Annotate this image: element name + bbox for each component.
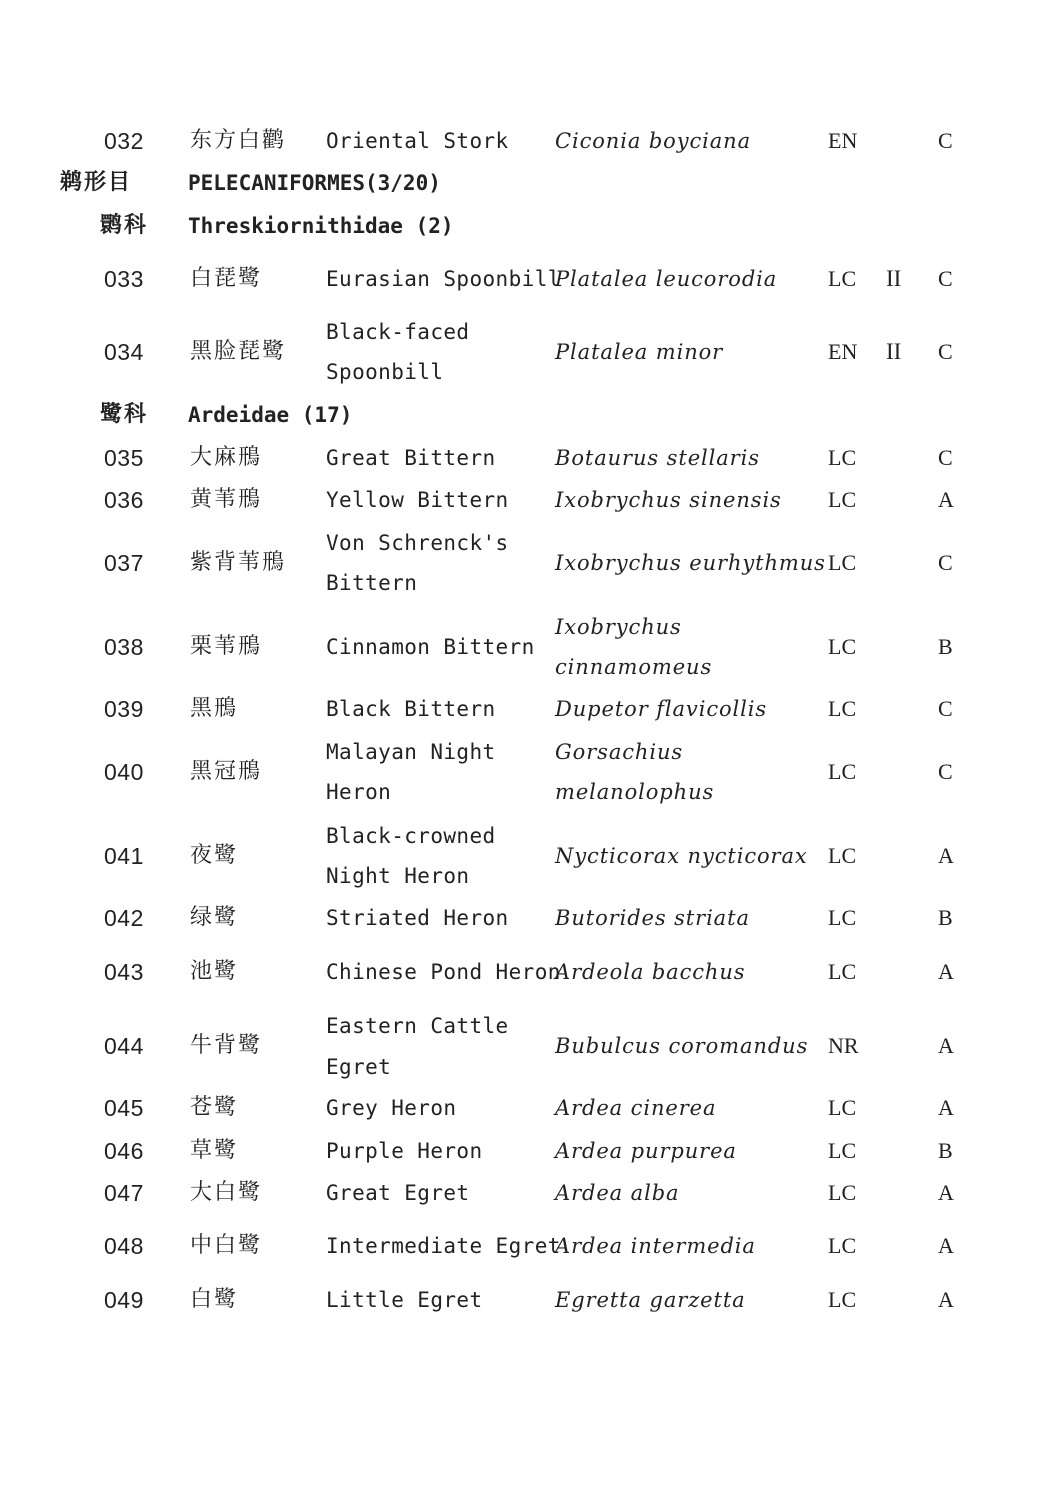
english-name-line-2: Egret [326,1055,392,1079]
chinese-name: 绿鹭 [190,905,239,930]
english-name: Eurasian Spoonbill [326,267,561,291]
chinese-name: 黑鳽 [190,696,239,721]
iucn-status: LC [828,1287,857,1312]
scientific-name: Nycticorax nycticorax [555,844,808,868]
chinese-name: 黄苇鳽 [190,487,263,512]
abundance-class: A [938,487,954,512]
scientific-name: Botaurus stellaris [555,446,760,470]
iucn-status: LC [828,1138,857,1163]
english-name-line-2: Night Heron [326,864,470,888]
species-number: 033 [104,266,144,292]
chinese-name: 牛背鹭 [190,1033,263,1058]
abundance-class: C [938,266,953,291]
scientific-name: Ardea alba [555,1181,680,1205]
abundance-class: A [938,959,954,984]
chinese-name: 黑冠鳽 [190,759,263,784]
species-number: 044 [104,1033,144,1059]
chinese-name: 池鹭 [190,959,239,984]
iucn-status: NR [828,1033,859,1058]
scientific-name: Dupetor flavicollis [555,697,768,721]
english-name-line-2: Bittern [326,571,418,595]
iucn-status: LC [828,487,857,512]
abundance-class: C [938,696,953,721]
scientific-name: Ciconia boyciana [555,129,752,153]
species-number: 039 [104,696,144,722]
abundance-class: B [938,1138,953,1163]
protection-level: II [886,339,902,364]
protection-level: II [886,266,902,291]
scientific-name: Platalea minor [555,340,724,364]
species-number: 032 [104,128,144,154]
iucn-status: LC [828,959,857,984]
iucn-status: LC [828,843,857,868]
species-number: 034 [104,339,144,365]
scientific-name: Ardeola bacchus [555,960,746,984]
abundance-class: C [938,445,953,470]
iucn-status: LC [828,1180,857,1205]
abundance-class: A [938,1033,954,1058]
family-latin-name: Threskiornithidae (2) [188,214,454,238]
abundance-class: C [938,339,953,364]
abundance-class: A [938,1180,954,1205]
english-name-line-2: Spoonbill [326,360,444,384]
english-name-line-1: Black-faced [326,320,470,344]
chinese-name: 大麻鳽 [190,445,263,470]
chinese-name: 白鹭 [190,1287,239,1312]
species-number: 035 [104,445,144,471]
chinese-name: 紫背苇鳽 [190,550,287,575]
english-name: Purple Heron [326,1139,483,1163]
order-chinese-name: 鹈形目 [60,170,133,195]
species-number: 048 [104,1233,144,1259]
chinese-name: 白琵鹭 [190,266,263,291]
english-name: Grey Heron [326,1096,457,1120]
iucn-status: LC [828,759,857,784]
iucn-status: LC [828,1233,857,1258]
english-name: Little Egret [326,1288,483,1312]
abundance-class: C [938,759,953,784]
iucn-status: LC [828,696,857,721]
scientific-name-line-2: melanolophus [555,780,715,804]
scientific-name-line-2: cinnamomeus [555,655,713,679]
english-name-line-1: Von Schrenck's [326,531,509,555]
english-name: Intermediate Egret [326,1234,561,1258]
species-number: 040 [104,759,144,785]
english-name-line-1: Black-crowned [326,824,496,848]
english-name: Yellow Bittern [326,488,509,512]
english-name: Striated Heron [326,906,509,930]
english-name: Oriental Stork [326,129,509,153]
iucn-status: LC [828,550,857,575]
iucn-status: LC [828,445,857,470]
scientific-name: Ardea purpurea [555,1139,737,1163]
species-number: 042 [104,905,144,931]
chinese-name: 苍鹭 [190,1095,239,1120]
chinese-name: 东方白鹳 [190,128,287,153]
chinese-name: 中白鹭 [190,1233,263,1258]
scientific-name: Ardea intermedia [555,1234,756,1258]
iucn-status: LC [828,1095,857,1120]
scientific-name: Egretta garzetta [555,1288,746,1312]
species-number: 043 [104,959,144,985]
chinese-name: 大白鹭 [190,1180,263,1205]
english-name: Cinnamon Bittern [326,635,535,659]
chinese-name: 栗苇鳽 [190,634,263,659]
scientific-name: Ixobrychus sinensis [555,488,782,512]
english-name-line-1: Malayan Night [326,740,496,764]
scientific-name: Ixobrychus eurhythmus [555,551,826,575]
species-number: 049 [104,1287,144,1313]
species-number: 045 [104,1095,144,1121]
abundance-class: A [938,1233,954,1258]
iucn-status: LC [828,905,857,930]
english-name-line-2: Heron [326,780,392,804]
family-chinese-name: 鹮科 [100,213,149,238]
family-chinese-name: 鹭科 [100,402,149,427]
species-number: 046 [104,1138,144,1164]
abundance-class: B [938,634,953,659]
english-name: Chinese Pond Heron [326,960,561,984]
species-number: 036 [104,487,144,513]
abundance-class: A [938,1095,954,1120]
iucn-status: LC [828,634,857,659]
english-name: Black Bittern [326,697,496,721]
abundance-class: B [938,905,953,930]
scientific-name: Platalea leucorodia [555,267,778,291]
abundance-class: A [938,843,954,868]
species-number: 041 [104,843,144,869]
scientific-name-line-1: Gorsachius [555,740,684,764]
scientific-name: Ardea cinerea [555,1096,717,1120]
iucn-status: EN [828,128,858,153]
iucn-status: LC [828,266,857,291]
chinese-name: 黑脸琵鹭 [190,339,287,364]
family-latin-name: Ardeidae (17) [188,403,353,427]
species-number: 038 [104,634,144,660]
english-name-line-1: Eastern Cattle [326,1014,509,1038]
iucn-status: EN [828,339,858,364]
chinese-name: 夜鹭 [190,843,239,868]
english-name: Great Egret [326,1181,470,1205]
english-name: Great Bittern [326,446,496,470]
species-number: 037 [104,550,144,576]
order-latin-name: PELECANIFORMES(3/20) [188,171,441,195]
chinese-name: 草鹭 [190,1138,239,1163]
scientific-name-line-1: Ixobrychus [555,615,682,639]
abundance-class: C [938,128,953,153]
species-number: 047 [104,1180,144,1206]
scientific-name: Bubulcus coromandus [555,1034,809,1058]
abundance-class: A [938,1287,954,1312]
abundance-class: C [938,550,953,575]
scientific-name: Butorides striata [555,906,750,930]
